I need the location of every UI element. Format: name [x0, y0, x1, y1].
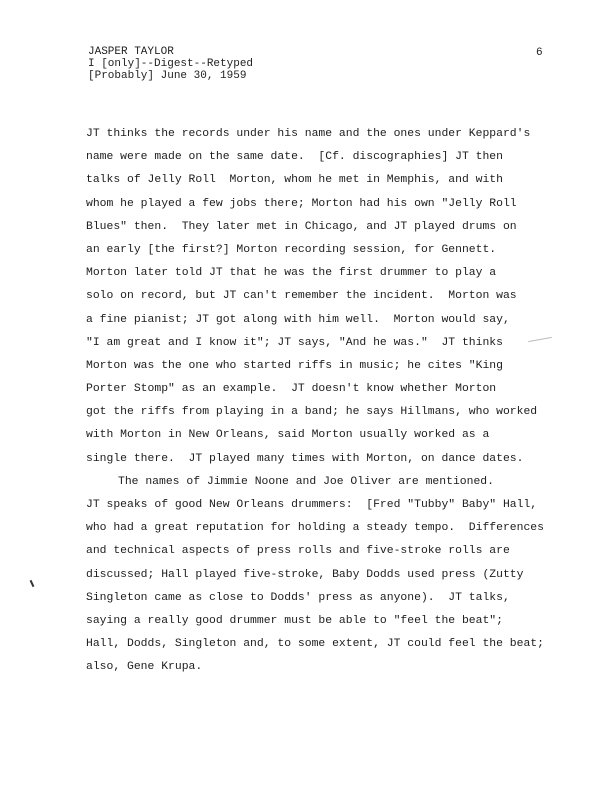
body-line: JT speaks of good New Orleans drummers: [Fred "Tubby" Baby" Hall,: [86, 499, 538, 511]
body-line: single there. JT played many times with Morton, on dance dates.: [86, 452, 524, 465]
body-line: with Morton in New Orleans, said Morton usually worked as a: [86, 429, 490, 442]
page-number: 6: [536, 47, 543, 59]
body-line: an early [the first?] Morton recording session, for Gennett.: [86, 243, 497, 256]
body-line: Blues" then. They later met in Chicago, and JT played drums on: [86, 220, 517, 233]
body-line: Hall, Dodds, Singleton and, to some extent, JT could feel the beat;: [86, 638, 544, 651]
document-header: [88, 46, 253, 82]
body-line: "I am great and I know it"; JT says, "And he was." JT thinks: [86, 336, 503, 349]
body-line: Morton was the one who started riffs in music; he cites "King: [86, 359, 503, 372]
transcript-body: [86, 123, 586, 680]
body-line: also, Gene Krupa.: [86, 661, 203, 674]
body-line: name were made on the same date. [Cf. discographies] JT then: [86, 151, 503, 164]
margin-mark: [30, 580, 35, 587]
body-line: Singleton came as close to Dodds' press as anyone). JT talks,: [86, 591, 510, 604]
body-line: solo on record, but JT can't remember the incident. Morton was: [86, 290, 517, 303]
body-line: discussed; Hall played five-stroke, Baby Dodds used press (Zutty: [86, 568, 524, 581]
body-line: and technical aspects of press rolls and five-stroke rolls are: [86, 545, 510, 558]
body-line: Porter Stomp" as an example. JT doesn't know whether Morton: [86, 383, 497, 396]
interviewee-name: JASPER TAYLOR: [88, 46, 174, 58]
document-type: I [only]--Digest--Retyped: [88, 58, 254, 70]
body-line: saying a really good drummer must be able to "feel the beat";: [86, 614, 503, 627]
paragraph-start-line: The names of Jimmie Noone and Joe Oliver are mentioned.: [118, 475, 494, 488]
body-line: who had a great reputation for holding a steady tempo. Differences: [86, 522, 544, 535]
body-line: Morton later told JT that he was the first drummer to play a: [86, 267, 497, 280]
body-line: talks of Jelly Roll Morton, whom he met in Memphis, and with: [86, 174, 503, 187]
body-line: a fine pianist; JT got along with him well. Morton would say,: [86, 313, 510, 326]
body-line: got the riffs from playing in a band; he says Hillmans, who worked: [86, 406, 538, 419]
body-line: whom he played a few jobs there; Morton had his own "Jelly Roll: [86, 197, 517, 210]
interview-date: [Probably] June 30, 1959: [88, 70, 247, 82]
body-line: JT thinks the records under his name and the ones under Keppard's: [86, 128, 531, 140]
